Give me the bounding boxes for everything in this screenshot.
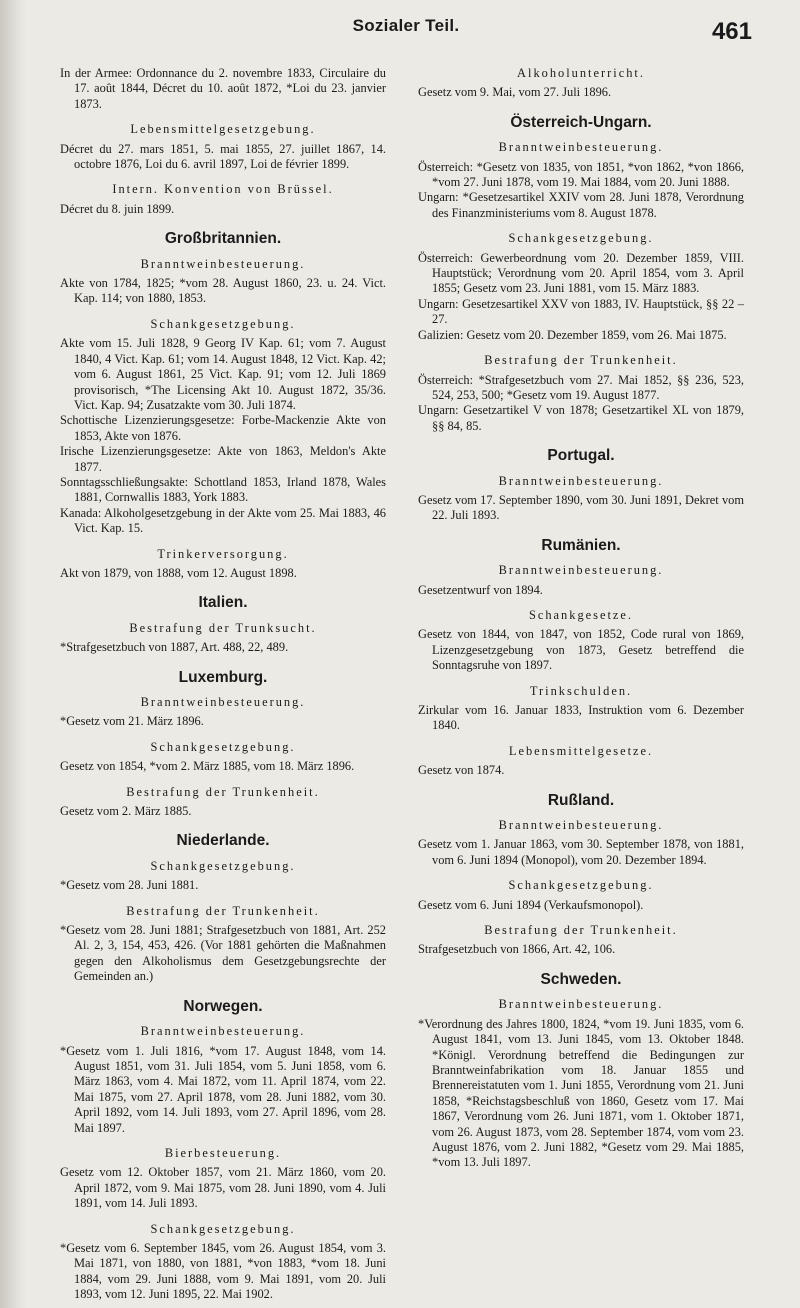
law-entry: Galizien: Gesetz vom 20. Dezember 1859, vom 26. Mai 1875. [418,327,727,342]
page-binding-edge [0,0,26,1308]
section-subheading: Branntweinbesteuerung. [498,473,664,488]
law-entry: Sonntagsschließungsakte: Schottland 1853, Irland 1878, Wales 1881, Cornwallis 1883, York 1883. [60,474,386,505]
law-entry: Strafgesetzbuch von 1866, Art. 42, 106. [418,942,616,957]
left-column [60,66,386,1303]
law-entry: Ungarn: Gesetzartikel V von 1878; Gesetzartikel XL von 1879, §§ 84, 85. [418,403,744,433]
section-subheading: Trinkschulden. [529,683,633,698]
country-heading: Luxemburg. [178,668,268,686]
law-entry: Gesetzentwurf von 1894. [418,582,543,597]
law-entry: Kanada: Alkoholgesetzgebung in der Akte vom 25. Mai 1883, 46 Vict. Kap. 15. [60,505,386,536]
country-heading: Portugal. [547,447,615,465]
section-subheading: Schankgesetzgebung. [150,858,296,873]
law-entry: Gesetz vom 2. März 1885. [60,804,192,819]
section-subheading: Alkoholunterricht. [517,66,645,80]
section-subheading: Schankgesetzgebung. [508,878,654,893]
law-entry: Akte von 1784, 1825; *vom 28. August 1860, 23. u. 24. Vict. Kap. 114; von 1880, 1853. [60,276,386,306]
law-entry: Österreich: *Strafgesetzbuch vom 27. Mai 1852, §§ 236, 523, 524, 253, 500; *Gesetz vom 19. August 1877. [418,372,744,402]
law-entry: Gesetz vom 6. Juni 1894 (Verkaufsmonopol). [418,897,644,912]
law-entry: Akte vom 15. Juli 1828, 9 Georg IV Kap. 61; vom 7. August 1840, 4 Vict. Kap. 61; vom 14. August 1848, 12 Vict. Kap. 42; vom 6. August 1861, 25 Vict. Kap. 91; vom 12. Juli 1869 provisorisch, *The Licensing Akt 10. August 1872, 35/36. Vict. Kap. 94; Zusatzakte vom 30. Juli 1874. [60,336,386,412]
law-entry: Gesetz von 1854, *vom 2. März 1885, vom 18. März 1896. [60,759,355,774]
law-entry: Gesetz vom 9. Mai, vom 27. Juli 1896. [418,85,612,100]
section-subheading: Branntweinbesteuerung. [140,695,306,709]
country-heading: Norwegen. [183,997,263,1015]
law-entry: In der Armee: Ordonnance du 2. novembre 1833, Circulaire du 17. août 1844, Décret du 10. août 1872, *Loi du 23. janvier 1873. [60,66,386,111]
section-subheading: Branntweinbesteuerung. [498,563,664,578]
page-header-title: Sozialer Teil. [352,16,460,35]
law-entry: *Gesetz vom 28. Juni 1881; Strafgesetzbuch von 1881, Art. 252 Al. 2, 3, 154, 453, 426. (Vor 1881 gehörten die Maßnahmen gegen den Alkoholismus dem Gesetzgebungsrechte der Gemeinden an.) [60,923,386,984]
section-subheading: Bestrafung der Trunksucht. [129,620,317,635]
law-entry: Décret du 8. juin 1899. [60,201,175,216]
section-subheading: Bestrafung der Trunkenheit. [126,903,320,918]
country-heading: Schweden. [540,970,622,988]
country-heading: Italien. [198,594,248,612]
section-subheading: Branntweinbesteuerung. [498,140,664,155]
section-subheading: Schankgesetze. [528,607,634,622]
law-entry: *Gesetz vom 21. März 1896. [60,714,204,729]
section-subheading: Branntweinbesteuerung. [498,997,664,1012]
page-number: 461 [711,18,752,45]
law-entry: *Gesetz vom 1. Juli 1816, *vom 17. August 1848, vom 14. August 1851, vom 31. Juli 1854, vom 5. Juni 1858, vom 6. März 1863, vom 4. Mai 1872, vom 11. April 1874, vom 22. Mai 1875, vom 27. April 1878, vom 28. Juni 1882, vom 30. April 1892, vom 14. Juli 1893, vom 27. April 1896, vom 28. Mai 1897. [60,1043,386,1135]
law-entry: Irische Lizenzierungsgesetze: Akte von 1863, Meldon's Akte 1877. [60,444,386,474]
section-subheading: Branntweinbesteuerung. [498,818,664,833]
law-entry: Gesetz vom 1. Januar 1863, vom 30. September 1878, von 1881, vom 6. Juni 1894 (Monopol), vom 20. Dezember 1894. [418,837,744,867]
section-subheading: Lebensmittelgesetze. [508,743,654,758]
section-subheading: Branntweinbesteuerung. [140,1024,306,1039]
law-entry: *Strafgesetzbuch von 1887, Art. 488, 22, 489. [60,640,289,655]
section-subheading: Bierbesteuerung. [164,1145,282,1160]
section-subheading: Branntweinbesteuerung. [140,256,306,271]
law-entry: Zirkular vom 16. Januar 1833, Instruktion vom 6. Dezember 1840. [418,703,744,733]
section-subheading: Bestrafung der Trunkenheit. [484,353,678,368]
law-entry: Gesetz vom 17. September 1890, vom 30. Juni 1891, Dekret vom 22. Juli 1893. [418,492,744,523]
law-entry: Ungarn: Gesetzesartikel XXV von 1883, IV. Hauptstück, §§ 22 – 27. [418,296,744,327]
section-subheading: Trinkerversorgung. [157,546,289,561]
country-heading: Rußland. [547,791,615,809]
section-subheading: Schankgesetzgebung. [150,1221,296,1236]
section-subheading: Schankgesetzgebung. [150,316,296,331]
law-entry: *Gesetz vom 6. September 1845, vom 26. August 1854, vom 3. Mai 1871, von 1880, von 1881, *von 1883, *vom 18. Juni 1884, vom 29. Juni 1888, vom 9. Mai 1891, vom 20. Juli 1893, vom 12. Juni 1895, 22. Mai 1902. [60,1240,386,1302]
law-entry: *Gesetz vom 28. Juni 1881. [60,878,199,893]
law-entry: Décret du 27. mars 1851, 5. mai 1855, 27. juillet 1867, 14. octobre 1876, Loi du 6. avril 1897, Loi de février 1899. [60,141,386,172]
country-heading: Österreich-Ungarn. [510,113,652,131]
law-entry: Gesetz von 1874. [418,763,505,778]
section-subheading: Schankgesetzgebung. [150,739,296,754]
law-entry: Österreich: *Gesetz von 1835, von 1851, *von 1862, *von 1866, *vom 27. Juni 1878, vom 19. Mai 1884, vom 20. Juni 1888. [418,159,744,190]
country-heading: Rumänien. [541,536,621,554]
section-subheading: Bestrafung der Trunkenheit. [484,923,678,938]
section-subheading: Bestrafung der Trunkenheit. [126,784,320,799]
law-entry: Schottische Lizenzierungsgesetze: Forbe-Mackenzie Akte von 1853, Akte von 1876. [60,413,386,443]
law-entry: Österreich: Gewerbeordnung vom 20. Dezember 1859, VIII. Hauptstück; Verordnung vom 20. April 1854, vom 3. April 1855; Gesetz vom 23. Juni 1881, vom 15. März 1883. [418,250,744,296]
right-column [418,66,744,1171]
running-header [60,16,752,64]
law-entry: *Verordnung des Jahres 1800, 1824, *vom 19. Juni 1835, vom 6. August 1841, vom 13. Juni 1845, vom 13. Oktober 1848. *Königl. Verordnung betreffend die Bedingungen zur Branntweinfabrikation vom 18. Januar 1855 und Brennereistatuten vom 1. Juni 1855, Verordnung vom 21. Juni 1858, *Reichstagsbeschluß von 1860, Gesetz vom 17. Mai 1867, Verordnung vom 26. Juni 1871, vom 1. Oktober 1871, vom 26. August 1873, vom 28. September 1874, vom vom 23. August 1876, vom 2. Juni 1882, *Gesetz vom 29. Mai 1885, *vom 13. Juli 1897. [418,1016,744,1170]
law-entry: Ungarn: *Gesetzesartikel XXIV vom 28. Juni 1878, Verordnung des Finanzministeriums vom 8. August 1878. [418,190,744,220]
section-subheading: Intern. Konvention von Brüssel. [112,182,334,197]
section-subheading: Schankgesetzgebung. [508,231,654,246]
country-heading: Großbritannien. [164,230,282,248]
law-entry: Gesetz von 1844, von 1847, von 1852, Code rural von 1869, Lizenzgesetzgebung von 1873, Gesetz betreffend die Sonntagsruhe von 1897. [418,627,744,673]
section-subheading: Lebensmittelgesetzgebung. [130,122,316,137]
law-entry: Akt von 1879, von 1888, vom 12. August 1898. [60,565,297,580]
country-heading: Niederlande. [176,832,270,850]
law-entry: Gesetz vom 12. Oktober 1857, vom 21. März 1860, vom 20. April 1872, vom 9. Mai 1875, vom 28. Juni 1890, vom 4. Juli 1891, vom 14. Juli 1893. [60,1165,386,1211]
